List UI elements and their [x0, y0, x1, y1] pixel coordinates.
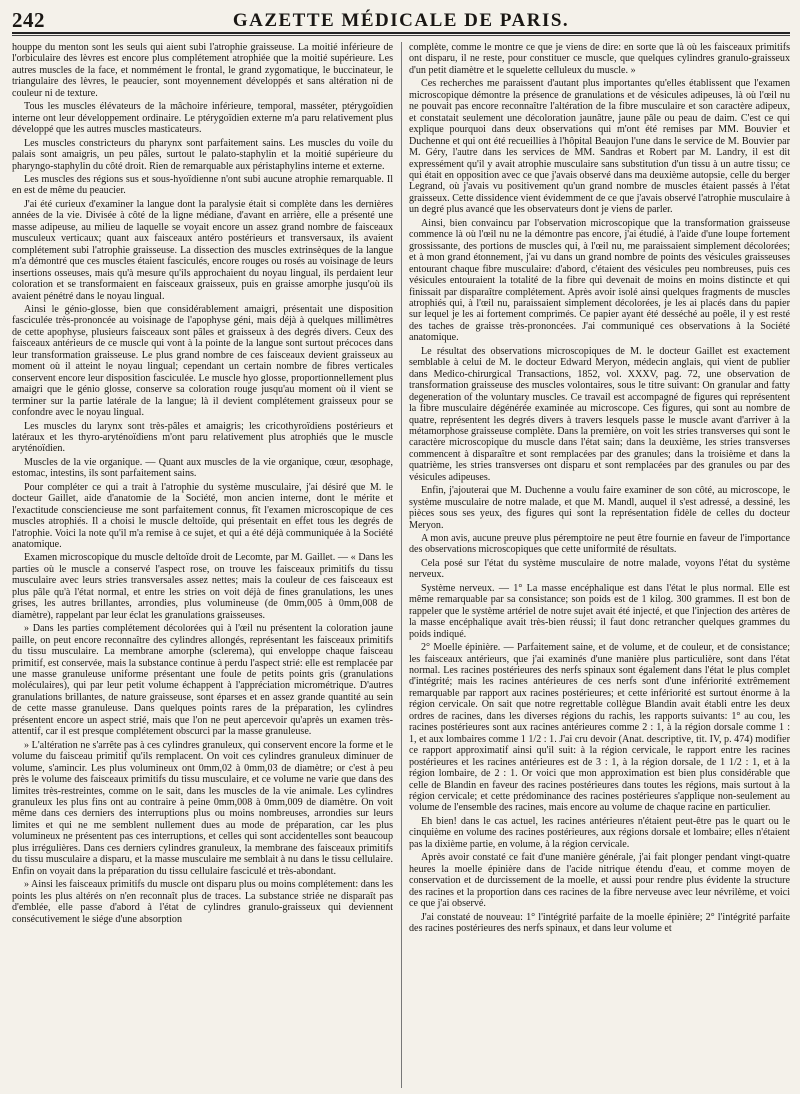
- paragraph: Tous les muscles élévateurs de la mâchoire inférieure, temporal, masséter, ptérygoïdien interne ont leur développement ordinaire. Le ptérygoïdien externe m'a paru relativement plus développé que les autres muscles masticateurs.: [12, 101, 393, 136]
- paragraph: Muscles de la vie organique. — Quant aux muscles de la vie organique, cœur, œsophage, estomac, intestins, ils sont parfaitement sains.: [12, 456, 393, 480]
- paragraph: Les muscles constricteurs du pharynx sont parfaitement sains. Les muscles du voile du palais sont amaigris, un peu pâles, surtout le palato-staphylin et la moitié supérieure du pharyngo-staphylin du côté droit. Rien de remarquable aux péristaphylins interne et externe.: [12, 137, 393, 172]
- paragraph: Système nerveux. — 1° La masse encéphalique est dans l'état le plus normal. Elle est même remarquable par sa consistance; son poids est de 1 kilog. 300 grammes. Il est bon de rappeler que le système artériel de notre sujet avait été injecté, et que l'injection des artères de la masse encéphalique avait très-bien réussi; il faut donc retrancher quelques grammes du poids indiqué.: [409, 582, 790, 640]
- paragraph: Le résultat des observations microscopiques de M. le docteur Gaillet est exactement semblable à celui de M. le docteur Edward Meryon, médecin anglais, qui vient de publier dans Medico-chirurgical Transactions, 1852, vol. XXXV, pag. 72, une observation de transformation graisseuse des muscles volontaires, sous le titre suivant: On granular and fatty degeneration of the voluntary muscles. Ce travail est accompagné de figures qui représentent la fibre musculaire dégénérée examinée au microscope. Ces figures, qui sont au nombre de quatre, représentent les degrés divers à travers lesquels passe le muscle avant d'arriver à la métamorphose graisseuse complète. Dans la première, on voit les stries transverses qui sont le caractère microscopique du muscle dans l'état sain; dans la deuxième, les stries transverses commencent à disparaître et sont remplacées par des granules; dans la troisième et dans la quatrième, les stries transverses ont disparu et sont remplacées par des granules ou par des vésicules adipeuses.: [409, 345, 790, 483]
- paragraph: Cela posé sur l'état du système musculaire de notre malade, voyons l'état du système nerveux.: [409, 557, 790, 581]
- paragraph: » Dans les parties complétement décolorées qui à l'œil nu présentent la coloration jaune paille, on peut encore reconnaître des cylindres allongés, représentant les faisceaux primitifs du tissu musculaire. La membrane amorphe (sclerema), qui enveloppe chaque faisceau primitif, est conservée, mais la substance continue à perdu l'aspect strié: elle est remplacée par une masse granuleuse uniforme présentant une foule de petits points gris (granulations moléculaires), qui par leur petit volume échappent à l'appréciation micrométrique. D'autres granulations brillantes, de nature graisseuse, sont éparses et en assez grande quantité au sein de cette masse granuleuse. Dans quelques points rares de la préparation, les cylindres présentent encore un aspect strié, mais que l'on ne peut apercevoir qu'après un examen très-attentif, car il est presque complétement obscurci par la masse granuleuse.: [12, 623, 393, 738]
- page-header: [12, 8, 790, 34]
- paragraph: houppe du menton sont les seuls qui aient subi l'atrophie graisseuse. La moitié inférieure de l'orbiculaire des lèvres est encore plus complétement atrophiée que la moitié supérieure. Les autres muscles de la face, et nommément le frontal, le grand zygomatique, le buccinateur, le triangulaire des lèvres, le peaucier, sont moyennement développés et sans altération ni de couleur ni de texture.: [12, 42, 393, 99]
- paragraph: J'ai été curieux d'examiner la langue dont la paralysie était si complète dans les dernières années de la vie. Divisée à côté de la ligne médiane, d'avant en arrière, elle a présenté une masse adipeuse, au milieu de laquelle se voyait encore un assez grand nombre de faisceaux musculeux verticaux; quant aux faisceaux antéro postérieurs et transversaux, ils avaient complétement subi l'atrophie graisseuse. La dissection des muscles extrinsèques de la langue m'a démontré que ces muscles étaient fasciculés, encore rouges ou rosés au voisinage de leurs insertions osseuses, mais qu'à mesure qu'ils approchaient du noyau lingual, ils perdaient leur coloration et se transformaient en faisceaux graisseux, puis en graisse amorphe jusqu'où ils avaient pénétré dans le noyau lingual.: [12, 198, 393, 302]
- left-column: [12, 42, 393, 1090]
- paragraph: Après avoir constaté ce fait d'une manière générale, j'ai fait plonger pendant vingt-quatre heures la moelle épinière dans de l'acide nitrique étendu d'eau, et comme moyen de conservation et de durcissement de la moelle, et aussi pour rendre plus évidente la structure des racines et la proportion dans ces racines de la fibre nerveuse avec leur névrilème, et voici ce que j'ai observé.: [409, 852, 790, 910]
- page-number: 242: [12, 8, 45, 32]
- page: [12, 0, 790, 1094]
- columns: [12, 42, 790, 1090]
- paragraph: Pour compléter ce qui a trait à l'atrophie du système musculaire, j'ai désiré que M. le docteur Gaillet, aide d'anatomie de la Société, mon ancien interne, dont le mérite et l'exactitude consciencieuse me sont parfaitement connus, fît l'examen microscopique de ces muscles atrophiés. Il a choisi le muscle deltoïde, qui présentait en effet tous les degrés de l'atrophie. Voici la note qu'il m'a remise à ce sujet, et qui a été déjà communiquée à la Société anatomique.: [12, 481, 393, 551]
- paragraph: Enfin, j'ajouterai que M. Duchenne a voulu faire examiner de son côté, au microscope, le système musculaire de notre malade, et que M. Mandl, auquel il s'est adressé, a dessiné, les pièces sous ses yeux, des figures qui sont la représentation fidèle de celles du docteur Meryon.: [409, 485, 790, 531]
- paragraph: Ces recherches me paraissent d'autant plus importantes qu'elles établissent que l'examen microscopique démontre la présence de granulations et de vésicules adipeuses, là où l'œil nu ne pouvait pas encore reconnaître l'altération de la fibre musculaire et son caractère adipeux, et constatait seulement une décoloration jaunâtre, jaune pâle ou peau de daim. C'est ce qui explique pourquoi dans deux observations qui m'ont été remises par MM. Bouvier et Duchenne et qui ont été recueillies à l'hôpital Beaujon l'une dans le service de M. Bouvier par M. Géry, l'autre dans les services de MM. Sandras et Robert par M. Landry, il est dit expressément qu'il y avait atrophie musculaire sans substitution d'un tissu à un autre tissu; ce qui était en opposition avec ce que j'avais observé dans ma deuxième autopsie, celle du berger Legrand, où j'avais vu positivement qu'un grand nombre de muscles étaient passés à l'état graisseux. Cette dissidence vient évidemment de ce que j'avais observé l'atrophie musculaire à un degré plus avancé que les observateurs dont je viens de parler.: [409, 78, 790, 216]
- paragraph: 2° Moelle épinière. — Parfaitement saine, et de volume, et de couleur, et de consistance; les faisceaux antérieurs, que j'ai examinés d'une manière plus particulière, sont dans l'état normal. Les racines postérieures des nerfs spinaux sont également dans l'état le plus complet d'intégrité; mais les racines antérieures de ces nerfs sont d'une infériorité extrêmement remarquable par rapport aux racines postérieures; et cette infériorité est surtout énorme à la région cervicale. On sait que notre regrettable collègue Blandin avait établi entre les deux ordres de racines, dans les diverses régions du rachis, les rapports suivants: 1° au cou, les racines postérieures sont aux racines antérieures comme 2 : 1, à la région dorsale comme 1 : 1, et aux lombaires comme 1 1/2 : 1. J'ai cru devoir (Anat. descriptive, tit. IV, p. 474) modifier ce rapport approximatif ainsi qu'il suit: à la région cervicale, le rapport entre les racines postérieures et les racines antérieures est de 3 : 1, à la région dorsale, de 1 1/2 : 1, et à la région lombaire, de 2 : 1. Or voici que mon approximation est bien plus considérable que celle de Blandin en faveur des racines postérieures dans toutes les régions, mais surtout à la région cervicale; et cette prédominance des racines postérieures s'applique non-seulement au volume de l'ensemble des racines, mais encore au volume de chaque racine en particulier.: [409, 642, 790, 814]
- paragraph: » Ainsi les faisceaux primitifs du muscle ont disparu plus ou moins complétement: dans les points les plus altérés on n'en reconnaît plus de traces. La substance striée ne disparaît pas d'emblée, elle passe d'abord à l'état de cylindres granulo-graisseux qui deviennent consécutivement le siége d'une absorption: [12, 879, 393, 925]
- paragraph: complète, comme le montre ce que je viens de dire: en sorte que là où les faisceaux primitifs ont disparu, il ne reste, pour constituer ce muscle, que quelques cylindres granulo-graisseux d'un petit diamètre et le squelette celluleux du muscle. »: [409, 42, 790, 76]
- right-column: [409, 42, 790, 1090]
- paragraph: Les muscles du larynx sont très-pâles et amaigris; les cricothyroïdiens postérieurs et latéraux et les thyro-aryténoïdiens m'ont paru relativement plus atrophiés que le muscle aryténoïdien.: [12, 420, 393, 455]
- paragraph: Examen microscopique du muscle deltoïde droit de Lecomte, par M. Gaillet. — « Dans les parties où le muscle a conservé l'aspect rose, on trouve les faisceaux primitifs du tissu musculaire avec leurs stries transversales assez nettes; mais la couleur de ces faisceaux est plus pâle qu'à l'état normal, et entre les stries on voit déjà de fines granulations, les unes grises, les autres brillantes, arrondies, plus volumineuse (de 0mm,005 à 0mm,008 de diamètre), rappelant par leur éclat les granulations graisseuses.: [12, 552, 393, 621]
- paragraph: Ainsi, bien convaincu par l'observation microscopique que la transformation graisseuse commence là où l'œil nu ne la démontre pas encore, j'ai étudié, à l'aide d'une loupe fortement grossissante, des portions de muscles qui, à l'œil nu, me paraissaient simplement décolorées; et à mon grand étonnement, j'ai vu dans un grand nombre de points des vésicules graisseuses entourant chaque fibre musculaire: d'abord, c'étaient des vésicules peu nombreuses, puis ces vésicules entouraient la totalité de la fibre qui devenait de moins en moins distincte et qui finissait par disparaître complétement. Après avoir isolé ainsi quelques fragments de muscles atrophiés qui, à l'œil nu, paraissaient simplement décolorées, je les ai placés dans du papier sur lequel je les ai fortement comprimés. Ce papier ayant été desséché au poêle, il y est resté des taches de graisse très-prononcées. J'ai communiqué ces observations à la Société anatomique.: [409, 217, 790, 344]
- paragraph: A mon avis, aucune preuve plus péremptoire ne peut être fournie en faveur de l'importance des observations microscopiques que cette uniformité de résultats.: [409, 533, 790, 556]
- running-title: GAZETTE MÉDICALE DE PARIS.: [232, 10, 570, 31]
- paragraph: Ainsi le génio-glosse, bien que considérablement amaigri, présentait une disposition fasciculée très-prononcée au voisinage de l'apophyse géni, mais déjà à quelques millimètres de cette apophyse, plusieurs faisceaux sont pâles et graisseux à des degrés divers. Ceux des faisceaux antérieurs de ce muscle qui vont à la pointe de la langue sont surtout précoces dans leur transformation graisseuse. Le plus grand nombre de ces faisceaux devient graisseux au moment où il atteint le noyau lingual; cependant un certain nombre de fibres verticales conservent encore leur disposition fasciculée. Le muscle hyo glosse, proportionnellement plus amaigri que le génio glosse, conserve sa coloration rouge jusqu'au moment où il vient se terminer sur la partie latérale de la langue; là il devient complétement graisseux pour se confondre avec le noyau lingual.: [12, 303, 393, 419]
- paragraph: Les muscles des régions sus et sous-hyoïdienne n'ont subi aucune atrophie remarquable. Il en est de même du peaucier.: [12, 173, 393, 197]
- paragraph: Eh bien! dans le cas actuel, les racines antérieures n'étaient peut-être pas le quart ou le cinquième en volume des racines postérieures, aux régions dorsale et lombaire; elles n'étaient pas la dixième partie, en volume, à la région cervicale.: [409, 815, 790, 850]
- paragraph: J'ai constaté de nouveau: 1° l'intégrité parfaite de la moelle épinière; 2° l'intégrité parfaite des racines postérieures des nerfs spinaux, et dans leur volume et: [409, 911, 790, 934]
- header-rule: [12, 35, 790, 36]
- paragraph: » L'altération ne s'arrête pas à ces cylindres granuleux, qui conservent encore la forme et le volume du faisceau primitif qu'ils remplacent. On voit ces cylindres granuleux diminuer de volume, s'amincir. Les plus volumineux ont 0mm,02 à 0mm,03 de diamètre; or c'est à peu près le volume des faisceaux primitifs du tissu musculaire, et ce volume ne varie que dans des limites très-restreintes, comme on le sait, dans les muscles de la vie animale. Les cylindres granuleux les plus fins ont au contraire à peine 0mm,008 à 0mm,009 de diamètre. On voit même dans ces derniers des interruptions plus ou moins nombreuses, arrondies sur leurs limites et qui ne me semblent nullement dues au mode de préparation, car les plus volumineux ne présentent pas ces interruptions, et celles qui sont accidentelles sont beaucoup plus irrégulières. Dans ces derniers cylindres granuleux, la membrane des faisceaux primitifs du tissu musculaire a disparu, et la masse musculaire me semblait à nu dans le tissu cellulaire. Enfin on voyait dans la préparation du tissu cellulaire fasciculé et très-abondant.: [12, 739, 393, 877]
